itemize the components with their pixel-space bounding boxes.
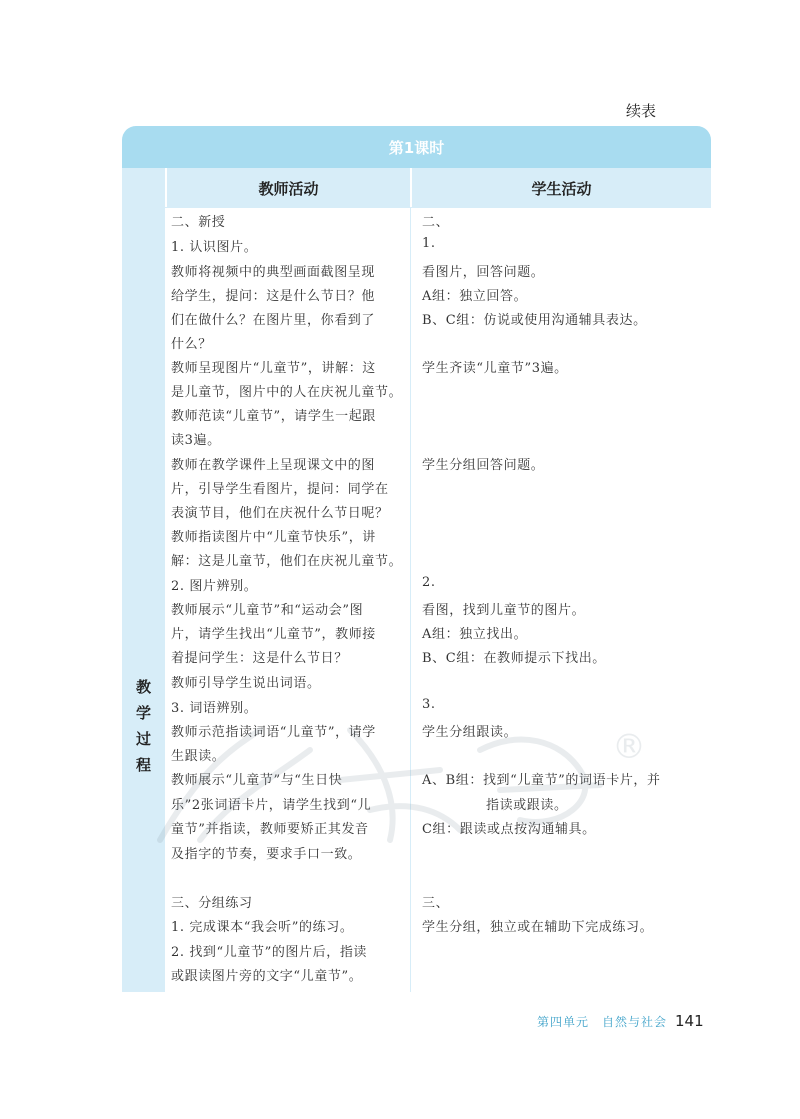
student-line: A、B组：找到“儿童节”的词语卡片，并 [422,773,661,788]
teacher-line: 教师指读图片中“儿童节快乐”，讲 [171,530,376,545]
teacher-line: 们在做什么？在图片里，你看到了 [171,313,376,328]
teacher-line: 教师呈现图片“儿童节”，讲解：这 [171,361,376,376]
student-line: B、C组：仿说或使用沟通辅具表达。 [422,313,647,328]
side-label-char: 学 [135,704,151,722]
student-line: 看图，找到儿童节的图片。 [422,603,586,618]
unit-title: 第四单元 自然与社会 [537,1015,668,1029]
page-footer [537,1012,704,1030]
header-bottom-line [165,207,711,208]
column-divider [165,168,167,992]
side-label-char: 过 [135,730,151,748]
teacher-line: 3. 词语辨别。 [171,701,258,716]
teacher-line: 片，引导学生看图片，提问：同学在 [171,482,389,497]
teacher-line: 二、新授 [171,215,226,230]
teacher-line: 表演节目，他们在庆祝什么节日呢？ [171,506,389,521]
teacher-line: 2. 找到“儿童节”的图片后，指读 [171,945,368,960]
teacher-line: 童节”并指读，教师要矫正其发音 [171,822,369,837]
teacher-line: 什么？ [171,337,212,352]
student-line: B、C组：在教师提示下找出。 [422,651,606,666]
student-line: 三、 [422,896,450,911]
teacher-line: 2. 图片辨别。 [171,579,258,594]
student-line: 二、 [422,215,450,230]
registered-mark: ® [612,727,646,767]
teacher-line: 或跟读图片旁的文字“儿童节”。 [171,969,363,984]
table-title-bar [122,126,711,168]
student-line: 指读或跟读。 [486,798,568,813]
student-line: 2. [422,575,436,590]
teacher-line: 三、分组练习 [171,896,253,911]
teacher-line: 教师在教学课件上呈现课文中的图 [171,458,376,473]
continued-label: 续表 [626,102,657,120]
teacher-line: 片，请学生找出“儿童节”，教师接 [171,627,376,642]
column-divider [410,168,412,208]
publisher-watermark [140,690,660,860]
student-line: 3. [422,697,436,712]
teacher-line: 教师示范指读词语“儿童节”，请学 [171,725,376,740]
student-line: C组：跟读或点按沟通辅具。 [422,822,596,837]
teacher-line: 教师展示“儿童节”与“生日快 [171,773,343,788]
student-line: 学生分组跟读。 [422,725,518,740]
student-line: 学生分组回答问题。 [422,458,545,473]
teacher-line: 1. 认识图片。 [171,240,258,255]
side-label-char: 教 [135,678,151,696]
table-title: 第1课时 [388,138,445,157]
teacher-line: 乐”2张词语卡片，请学生找到“儿 [171,798,372,813]
teacher-line: 解：这是儿童节，他们在庆祝儿童节。 [171,554,403,569]
teacher-line: 教师将视频中的典型画面截图呈现 [171,265,376,280]
side-column [122,208,165,992]
teacher-line: 教师范读“儿童节”，请学生一起跟 [171,409,376,424]
side-label-char: 程 [135,756,151,774]
table-header-row [122,168,711,208]
page-number: 141 [675,1012,704,1030]
header-teacher-activity: 教师活动 [258,179,319,198]
student-line: 看图片，回答问题。 [422,265,545,280]
column-divider-body [410,208,411,992]
student-line: A组：独立找出。 [422,627,528,642]
teacher-line: 教师引导学生说出词语。 [171,676,321,691]
student-line: 学生齐读“儿童节”3遍。 [422,361,568,376]
teacher-line: 生跟读。 [171,749,226,764]
student-line: 学生分组，独立或在辅助下完成练习。 [422,920,654,935]
teacher-line: 读3遍。 [171,433,221,448]
teacher-line: 及指字的节奏，要求手口一致。 [171,847,362,862]
teacher-line: 是儿童节，图片中的人在庆祝儿童节。 [171,385,403,400]
teacher-line: 1. 完成课本“我会听”的练习。 [171,920,354,935]
teacher-line: 给学生，提问：这是什么节日？他 [171,289,376,304]
student-line: A组：独立回答。 [422,289,528,304]
student-line: 1. [422,236,436,251]
header-student-activity: 学生活动 [531,179,592,198]
teacher-line: 教师展示“儿童节”和“运动会”图 [171,603,364,618]
teacher-line: 着提问学生：这是什么节日？ [171,651,348,666]
